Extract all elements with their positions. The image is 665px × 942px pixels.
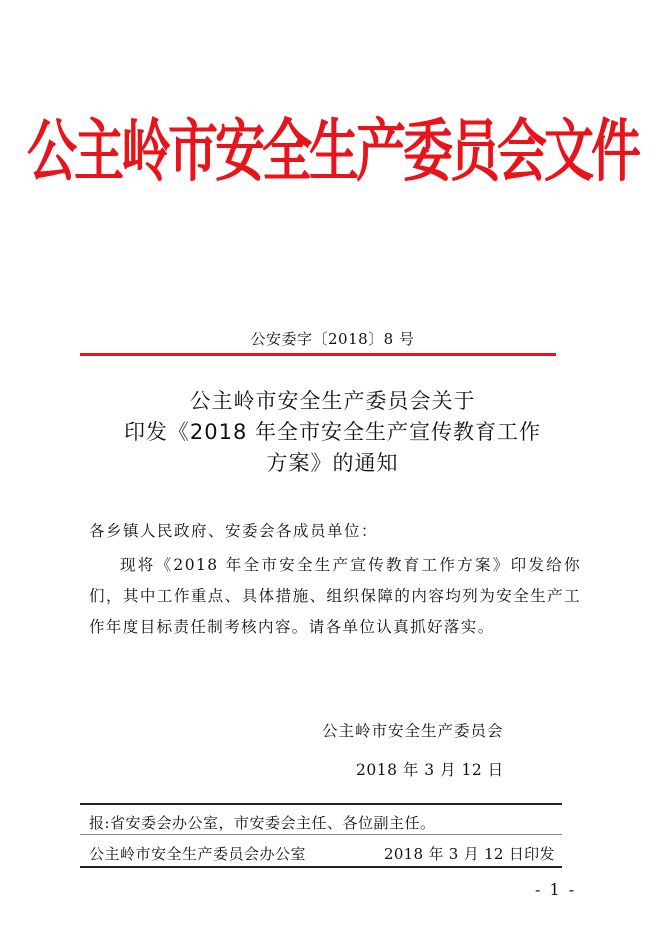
notice-title-line: 方案》的通知: [266, 451, 399, 475]
footer-middle-rule: [80, 834, 562, 835]
notice-title: [0, 386, 665, 479]
red-separator-line: [80, 353, 556, 356]
cc-recipients: 报:省安委会办公室，市安委会主任、各位副主任。: [89, 814, 436, 832]
footer-bottom-rule: [80, 866, 562, 868]
document-number: 公安委字〔2018〕8 号: [250, 330, 415, 348]
document-header-title: 公主岭市安全生产委员会文件: [27, 112, 638, 191]
signature-organization: 公主岭市安全生产委员会: [322, 722, 504, 740]
notice-title-line: 印发《2018 年全市安全生产宣传教育工作: [123, 420, 542, 444]
footer-top-rule: [80, 803, 562, 805]
issuing-office: 公主岭市安全生产委员会办公室: [89, 845, 307, 863]
page-number: - 1 -: [535, 880, 577, 899]
notice-title-line: 公主岭市安全生产委员会关于: [189, 389, 476, 413]
body-paragraph: 现将《2018 年全市安全生产宣传教育工作方案》印发给你们，其中工作重点、具体措施、组织保障的内容均列为安全生产工作年度目标责任制考核内容。请各单位认真抓好落实。: [89, 556, 581, 636]
issue-date: 2018 年 3 月 12 日印发: [384, 845, 555, 863]
salutation: 各乡镇人民政府、安委会各成员单位：: [89, 522, 379, 540]
signature-date: 2018 年 3 月 12 日: [356, 761, 504, 779]
